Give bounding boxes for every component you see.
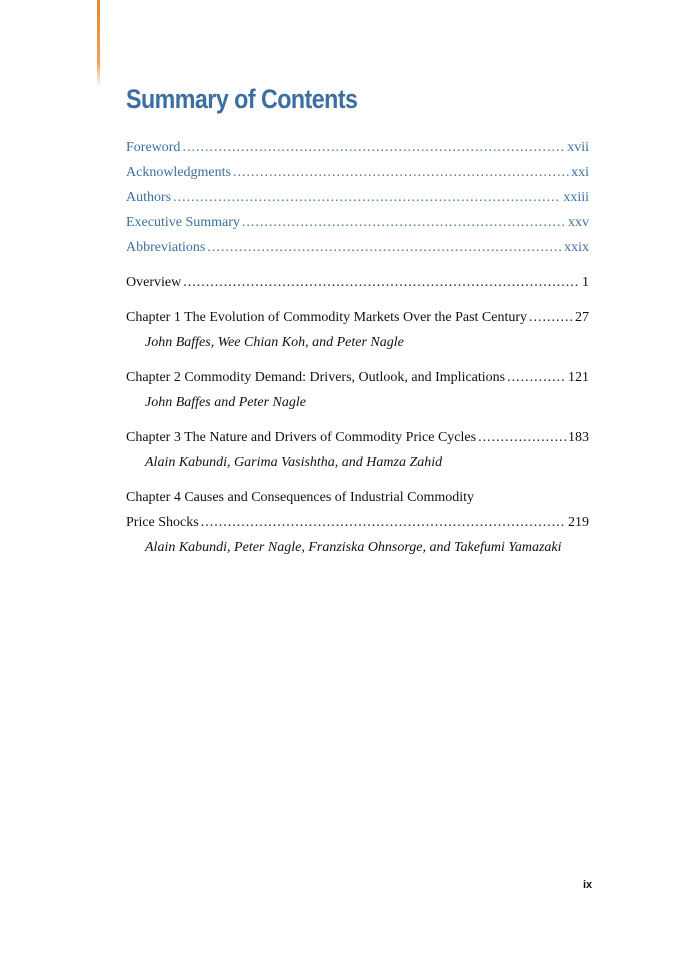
toc-entry-page: 27 bbox=[575, 310, 589, 325]
front-matter-list bbox=[126, 135, 589, 260]
toc-entry-authors[interactable] bbox=[126, 185, 589, 210]
toc-entry-page: 121 bbox=[568, 370, 589, 385]
dot-leader bbox=[233, 160, 569, 185]
toc-entry-abbreviations[interactable] bbox=[126, 235, 589, 260]
dot-leader bbox=[507, 365, 566, 390]
accent-bar bbox=[97, 0, 100, 88]
toc-entry-foreword[interactable] bbox=[126, 135, 589, 160]
toc-entry-label: Foreword bbox=[126, 140, 181, 155]
toc-entry-page: 1 bbox=[582, 275, 589, 290]
chapter-title-line-2: Price Shocks bbox=[126, 515, 199, 530]
toc-entry-label: Executive Summary bbox=[126, 215, 240, 230]
chapter-authors: Alain Kabundi, Peter Nagle, Franziska Ohnsorge, and Takefumi Yamazaki bbox=[145, 540, 562, 555]
chapter-4 bbox=[126, 485, 589, 560]
toc-entry-page: xxi bbox=[571, 165, 589, 180]
toc-entry-label: Acknowledgments bbox=[126, 165, 231, 180]
dot-leader bbox=[478, 425, 566, 450]
toc-entry-page: 183 bbox=[568, 430, 589, 445]
chapter-2 bbox=[126, 365, 589, 415]
dot-leader bbox=[173, 185, 561, 210]
chapter-title: Chapter 3 The Nature and Drivers of Commodity Price Cycles bbox=[126, 430, 477, 445]
dot-leader bbox=[201, 510, 566, 535]
toc-entry-page: xxv bbox=[568, 215, 589, 230]
toc-entry-chapter-3[interactable] bbox=[126, 425, 589, 450]
chapter-title: Chapter 2 Commodity Demand: Drivers, Outlook, and Implications bbox=[126, 370, 506, 385]
table-of-contents bbox=[126, 135, 589, 560]
toc-entry-label: Overview bbox=[126, 275, 182, 290]
chapter-authors: John Baffes and Peter Nagle bbox=[145, 395, 306, 410]
overview-section bbox=[126, 270, 589, 295]
page-number: ix bbox=[583, 879, 593, 891]
toc-entry-chapter-1[interactable] bbox=[126, 305, 589, 330]
toc-entry-label: Authors bbox=[126, 190, 172, 205]
toc-entry-page: xxix bbox=[564, 240, 589, 255]
toc-entry-label: Abbreviations bbox=[126, 240, 206, 255]
dot-leader bbox=[183, 270, 580, 295]
toc-entry-page: xvii bbox=[567, 140, 589, 155]
chapter-title-line-1[interactable]: Chapter 4 Causes and Consequences of Industrial Commodity bbox=[126, 490, 474, 505]
dot-leader bbox=[207, 235, 562, 260]
chapter-3 bbox=[126, 425, 589, 475]
page-title: Summary of Contents bbox=[126, 84, 358, 114]
toc-entry-chapter-2[interactable] bbox=[126, 365, 589, 390]
chapter-title: Chapter 1 The Evolution of Commodity Markets Over the Past Century bbox=[126, 310, 528, 325]
chapter-1 bbox=[126, 305, 589, 355]
toc-entry-page: xxiii bbox=[563, 190, 589, 205]
toc-entry-executive-summary[interactable] bbox=[126, 210, 589, 235]
dot-leader bbox=[529, 305, 573, 330]
chapter-authors: Alain Kabundi, Garima Vasishtha, and Hamza Zahid bbox=[145, 455, 443, 470]
dot-leader bbox=[182, 135, 565, 160]
toc-entry-page: 219 bbox=[568, 515, 589, 530]
toc-entry-chapter-4[interactable] bbox=[126, 510, 589, 535]
chapter-authors: John Baffes, Wee Chian Koh, and Peter Nagle bbox=[145, 335, 404, 350]
toc-entry-overview[interactable] bbox=[126, 270, 589, 295]
toc-entry-acknowledgments[interactable] bbox=[126, 160, 589, 185]
dot-leader bbox=[242, 210, 566, 235]
